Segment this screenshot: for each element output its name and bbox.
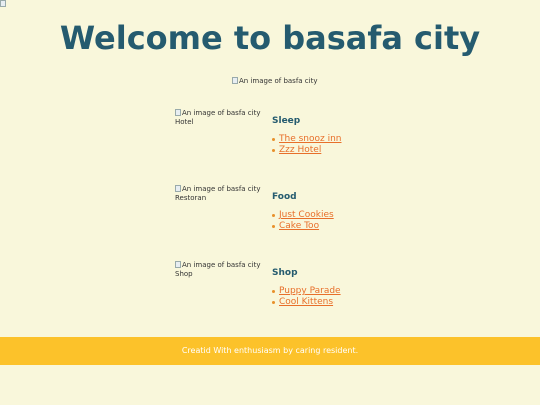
hero-image [232, 77, 318, 86]
link-cake-too[interactable]: Cake Too [279, 221, 320, 231]
bullet-icon [272, 290, 275, 293]
bullet-icon [272, 301, 275, 304]
list-item [272, 145, 342, 156]
bullet-icon [272, 214, 275, 217]
hero-image-alt: An image of basfa city [239, 77, 318, 85]
link-puppy-parade[interactable]: Puppy Parade [279, 286, 341, 296]
broken-image-icon [175, 109, 181, 116]
link-just-cookies[interactable]: Just Cookies [279, 210, 334, 220]
section-image [175, 109, 265, 127]
link-list [272, 134, 342, 156]
link-list [272, 286, 341, 308]
bullet-icon [272, 149, 275, 152]
link-cool-kittens[interactable]: Cool Kittens [279, 297, 334, 307]
list-item [272, 286, 341, 297]
section-image-alt: An image of basfa city Restoran [175, 185, 261, 202]
broken-image-icon [232, 77, 238, 84]
section-image-alt: An image of basfa city Shop [175, 261, 261, 278]
list-item [272, 221, 334, 232]
footer-text: Creatid With enthusiasm by caring resident. [181, 346, 359, 355]
page-title: Welcome to basafa city [59, 19, 481, 57]
broken-image-icon [0, 0, 7, 9]
section-heading: Sleep [272, 116, 301, 126]
list-item [272, 210, 334, 221]
bullet-icon [272, 138, 275, 141]
link-zzz-hotel[interactable]: Zzz Hotel [279, 145, 322, 155]
broken-image-icon [175, 185, 181, 192]
broken-image-icon [175, 261, 181, 268]
list-item [272, 134, 342, 145]
section-image [175, 185, 265, 203]
list-item [272, 297, 341, 308]
link-list [272, 210, 334, 232]
section-heading: Food [272, 192, 297, 202]
section-heading: Shop [272, 268, 298, 278]
section-image-alt: An image of basfa city Hotel [175, 109, 261, 126]
footer [0, 337, 540, 365]
link-the-snooz-inn[interactable]: The snooz inn [279, 134, 342, 144]
bullet-icon [272, 225, 275, 228]
section-image [175, 261, 265, 279]
